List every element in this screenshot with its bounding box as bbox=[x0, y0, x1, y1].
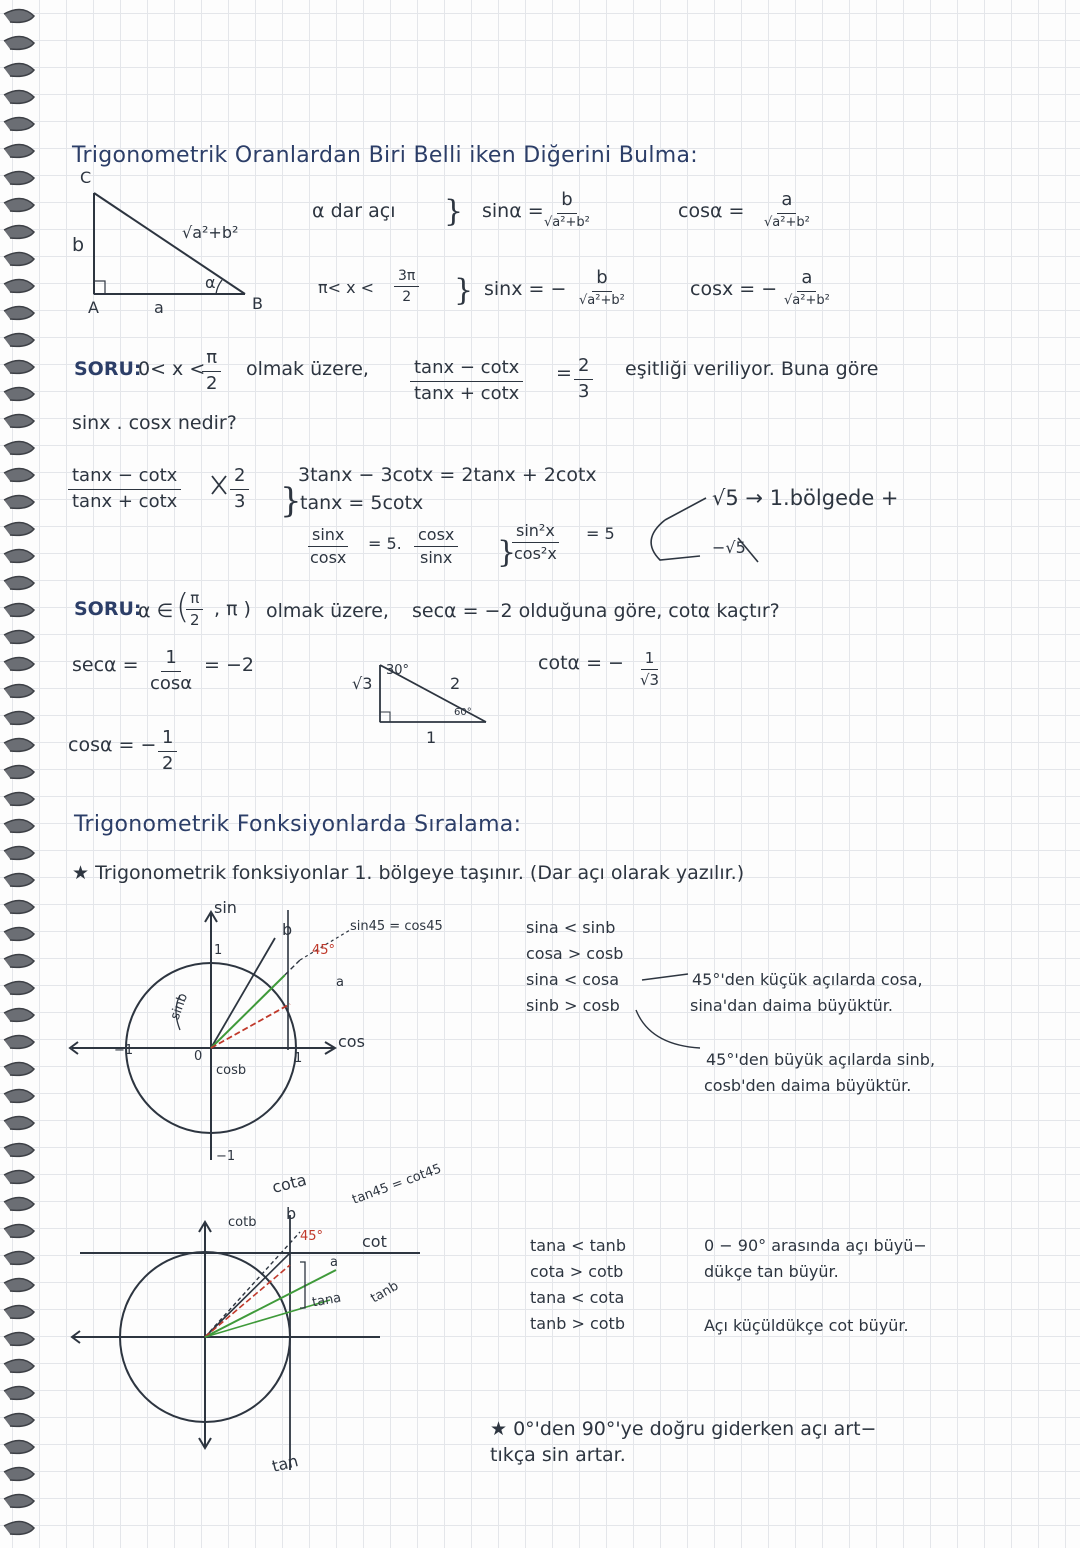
soru1-rhs: $\frac{2}{3}$ bbox=[574, 356, 593, 402]
soru2-interval-fraction: $\frac{\pi}{2}$ bbox=[186, 590, 204, 630]
case2-condition: π< x < bbox=[318, 278, 375, 297]
soru1-olmak: olmak üzere, bbox=[246, 358, 369, 380]
tri-base: 1 bbox=[426, 728, 437, 747]
svg-text:}: } bbox=[497, 535, 517, 570]
note-small-angle-1: 45°'den küçük açılarda cosa, bbox=[692, 970, 923, 989]
axis-tan-label: tan bbox=[269, 1451, 301, 1476]
circle1-minus-one-left: −1 bbox=[114, 1043, 134, 1058]
soru2-olmak: olmak üzere, bbox=[266, 600, 389, 622]
list2-item-2: cota > cotb bbox=[530, 1262, 624, 1281]
soru1-condition-fraction: $\frac{\pi}{2}$ bbox=[202, 348, 221, 394]
tri-angle-top: 30° bbox=[386, 663, 410, 678]
circle1-ray-b: b bbox=[282, 920, 293, 939]
case1-sin-fraction: b √a²+b² bbox=[544, 189, 590, 230]
circle1-cosb: cosb bbox=[216, 1063, 247, 1078]
axis-sin-label: sin bbox=[214, 898, 237, 917]
soru1-label: SORU: bbox=[74, 358, 142, 380]
list2-item-1: tana < tanb bbox=[530, 1236, 626, 1255]
circle2-tana: tana bbox=[310, 1290, 343, 1311]
note-big-angle-1: 45°'den büyük açılarda sinb, bbox=[706, 1050, 936, 1069]
circle1-origin: 0 bbox=[194, 1049, 203, 1064]
unit-circle-sin-cos bbox=[70, 910, 350, 1160]
circle2-cot-label: cot bbox=[362, 1232, 387, 1251]
soru1-work-fraction: $\frac{\tan x - \cot x}{\tan x + \cot x}$ bbox=[68, 466, 181, 512]
case2-cos-fraction: a √a²+b² bbox=[784, 267, 830, 308]
svg-text:}: } bbox=[280, 481, 302, 521]
case2-condition-fraction: $\frac{3\pi}{2}$ bbox=[394, 268, 419, 305]
note-tan-1: 0 − 90° arasında açı büyü− bbox=[704, 1236, 927, 1255]
soru1-step3-right: $\frac{\cos x}{\sin x}$ bbox=[414, 526, 458, 568]
soru1-step3-left: $\frac{\sin x}{\cos x}$ bbox=[310, 525, 347, 568]
soru2-interval-rest: , π ) bbox=[214, 598, 251, 620]
triangle-side-b: b bbox=[72, 234, 85, 256]
soru1-step1: 3tanx − 3cotx = 2tanx + 2cotx bbox=[298, 464, 597, 486]
case2-cos-lhs: cosx = − bbox=[690, 278, 778, 300]
triangle-angle: α bbox=[205, 273, 216, 292]
list1-item-4: sinb > cosb bbox=[526, 996, 620, 1015]
circle1-sin45: sin45 = cos45 bbox=[350, 919, 443, 934]
soru1-work-rhs: $\frac{2}{3}$ bbox=[230, 466, 249, 512]
soru2-work1-rhs: = −2 bbox=[204, 654, 254, 676]
soru2-work1-fraction: $\frac{1}{\cos\alpha}$ bbox=[150, 647, 193, 694]
circle2-cotb: cotb bbox=[228, 1215, 257, 1230]
case1-condition: α dar açı bbox=[312, 200, 396, 222]
list1-item-2: cosa > cosb bbox=[526, 944, 624, 963]
triangle-vertex-c: C bbox=[80, 168, 92, 187]
soru1-root-negative: −√5 bbox=[712, 538, 746, 557]
tri-hypotenuse: 2 bbox=[450, 674, 461, 693]
triangle-hypotenuse: √a²+b² bbox=[182, 223, 239, 242]
case2-sin-lhs: sinx = − bbox=[484, 278, 567, 300]
case1-sin-lhs: sinα = bbox=[482, 200, 544, 222]
circle1-minus-one-bottom: −1 bbox=[216, 1149, 236, 1164]
note-tan-2: dükçe tan büyür. bbox=[704, 1262, 839, 1281]
list1-item-1: sina < sinb bbox=[526, 918, 616, 937]
soru1-step4: $\frac{\text{sin²x}}{\text{cos²x}}$ bbox=[514, 521, 557, 564]
section2-note: ★ Trigonometrik fonksiyonlar 1. bölgeye taşınır. (Dar açı olarak yazılır.) bbox=[72, 862, 745, 884]
circle2-tan45: tan45 = cot45 bbox=[350, 1161, 444, 1208]
svg-text:}: } bbox=[454, 273, 474, 308]
section-title-1: Trigonometrik Oranlardan Biri Belli iken Diğerini Bulma: bbox=[72, 143, 698, 168]
circle1-deg45: 45° bbox=[312, 943, 336, 958]
soru2-work2-fraction: $\frac{1}{2}$ bbox=[158, 728, 177, 774]
circle1-sinb: sinb bbox=[167, 991, 192, 1022]
tri-side-vertical: √3 bbox=[352, 674, 373, 693]
final-note-2: tıkça sin artar. bbox=[490, 1444, 626, 1466]
triangle-vertex-a: A bbox=[88, 298, 99, 317]
soru1-question: sinx . cosx nedir? bbox=[72, 412, 237, 434]
soru2-cot-lhs: cotα = − bbox=[538, 652, 624, 674]
soru2-label: SORU: bbox=[74, 598, 142, 620]
axis-cot-label: cota bbox=[270, 1170, 309, 1197]
soru2-work2-lhs: cosα = − bbox=[68, 734, 157, 756]
soru1-eq: = bbox=[556, 362, 572, 384]
soru2-interval-open: ( bbox=[176, 587, 190, 627]
case1-cos-fraction: a √a²+b² bbox=[764, 189, 810, 230]
circle2-deg45: 45° bbox=[300, 1229, 324, 1244]
section-title-2: Trigonometrik Fonksiyonlarda Sıralama: bbox=[74, 812, 522, 837]
circle2-ray-b: b bbox=[286, 1204, 297, 1223]
soru2-given: secα = −2 olduğuna göre, cotα kaçtır? bbox=[412, 600, 780, 622]
triangle-side-a: a bbox=[154, 298, 164, 317]
list1-item-3: sina < cosa bbox=[526, 970, 620, 989]
soru1-step3-mid: = 5. bbox=[368, 534, 402, 553]
triangle-vertex-b: B bbox=[252, 294, 263, 313]
circle1-one-top: 1 bbox=[214, 943, 223, 958]
tri-angle-bottom: 60° bbox=[454, 707, 472, 718]
axis-cos-label: cos bbox=[338, 1032, 365, 1051]
right-triangle bbox=[94, 193, 245, 294]
circle1-ray-a: a bbox=[336, 975, 344, 990]
soru1-condition: 0< x < bbox=[138, 358, 206, 380]
soru2-work1-lhs: secα = bbox=[72, 654, 139, 676]
circle2-tanb: tanb bbox=[368, 1278, 402, 1307]
soru2-condition: α ∈ bbox=[138, 600, 174, 622]
case1-cos-lhs: cosα = bbox=[678, 200, 745, 222]
case2-sin-fraction: b √a²+b² bbox=[579, 267, 625, 308]
circle2-ray-a: a bbox=[330, 1255, 338, 1270]
soru1-text: eşitliği veriliyor. Buna göre bbox=[625, 358, 879, 380]
list2-item-4: tanb > cotb bbox=[530, 1314, 625, 1333]
note-small-angle-2: sina'dan daima büyüktür. bbox=[690, 996, 893, 1015]
soru2-cot-fraction: $\frac{1}{√3}$ bbox=[640, 649, 660, 690]
circle1-one-right: 1 bbox=[294, 1051, 303, 1066]
soru1-expression: $\frac{\tan x - \cot x}{\tan x + \cot x}$ bbox=[410, 358, 523, 404]
svg-text:}: } bbox=[444, 194, 464, 229]
note-big-angle-2: cosb'den daima büyüktür. bbox=[704, 1076, 912, 1095]
final-note-1: ★ 0°'den 90°'ye doğru giderken açı art− bbox=[490, 1418, 877, 1440]
list2-item-3: tana < cota bbox=[530, 1288, 625, 1307]
soru1-root-positive: √5 → 1.bölgede + bbox=[712, 486, 899, 510]
note-cot: Açı küçüldükçe cot büyür. bbox=[704, 1316, 909, 1335]
soru1-step2: tanx = 5cotx bbox=[300, 492, 424, 514]
unit-circle-tan-cot bbox=[72, 1215, 420, 1470]
soru1-step4-rhs: = 5 bbox=[586, 524, 615, 543]
